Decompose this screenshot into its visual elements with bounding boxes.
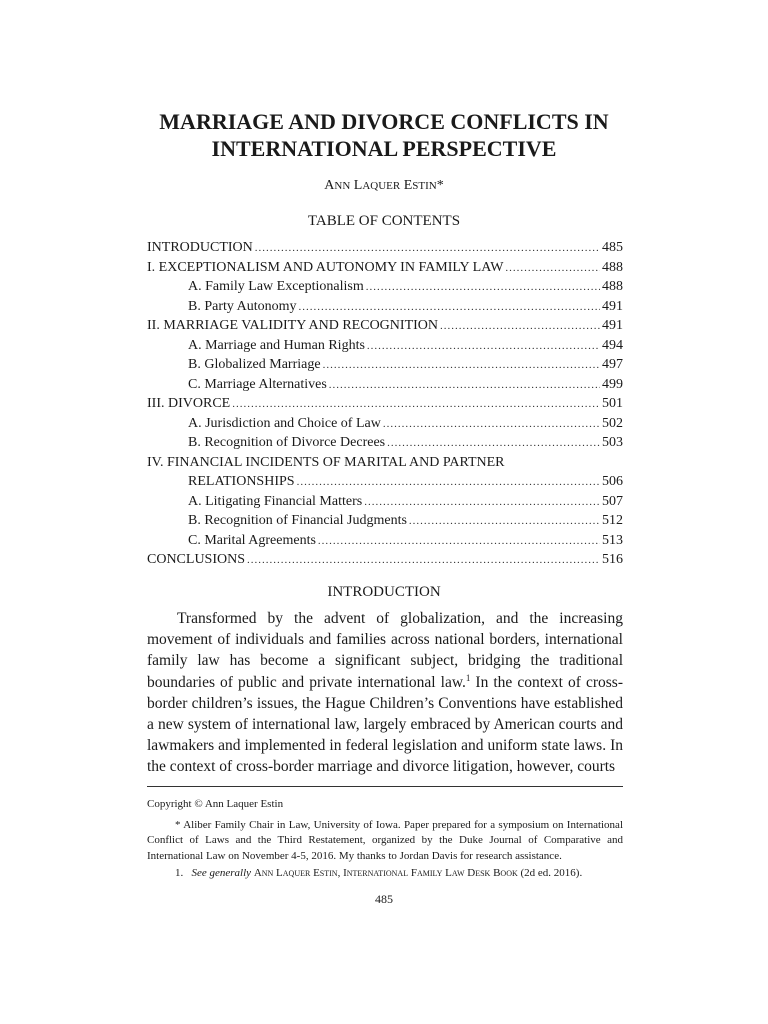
toc-leader-dots [387, 434, 600, 454]
toc-entry-page: 503 [602, 435, 623, 450]
toc-heading: TABLE OF CONTENTS [307, 213, 461, 229]
author-last-rest: STIN [412, 180, 437, 192]
toc-entry[interactable] [147, 355, 623, 375]
introduction-text-part-2: In the context of cross-border children’s issues, the Hague Children’s Conventions have established a new system of international law, largely embraced by American courts and lawmakers and implemented in federal legislation and uniform state laws. In the context of cross-border marriage and divorce litigation, however, courts [147, 673, 623, 776]
toc-entry-label: I. EXCEPTIONALISM AND AUTONOMY IN FAMILY LAW [147, 259, 504, 275]
toc-entry-label: C. Marriage Alternatives [188, 376, 327, 392]
toc-entry-page: 499 [602, 376, 623, 392]
footnote-1-tail: (2d ed. 2016). [517, 867, 583, 880]
toc-leader-dots [440, 317, 600, 337]
footnote-1-number: 1. [175, 867, 184, 880]
author-byline [0, 178, 768, 194]
footnote-1 [147, 866, 623, 882]
toc-entry[interactable] [147, 297, 623, 317]
toc-entry[interactable] [147, 394, 623, 414]
toc-entry-label: CONCLUSIONS [147, 552, 246, 567]
toc-entry-label: C. Marital Agreements [188, 532, 316, 548]
toc-leader-dots [367, 337, 600, 357]
footnote-1-author: Ann Laquer Estin [253, 867, 338, 880]
toc-entry-label: B. Recognition of Financial Judgments [188, 513, 407, 528]
toc-leader-dots [299, 298, 600, 318]
footnotes [147, 797, 623, 882]
footnote-1-title: International Family Law Desk Book [343, 867, 518, 880]
page-number: 485 [375, 892, 393, 906]
toc-leader-dots [297, 473, 600, 493]
toc-entry[interactable] [147, 492, 623, 512]
toc-entry[interactable] [147, 531, 623, 551]
toc-entry-label: A. Litigating Financial Matters [188, 493, 363, 509]
toc-entry-page: 488 [602, 279, 623, 294]
author-footnote [147, 818, 623, 865]
toc-entry-page: 502 [602, 415, 623, 431]
footnote-divider [147, 786, 623, 787]
toc-entry-page: 512 [602, 513, 623, 528]
toc-leader-dots [505, 259, 600, 279]
toc-leader-dots [364, 493, 600, 513]
toc-entry-page: 501 [602, 396, 623, 411]
footnote-1-separator: , [337, 867, 344, 880]
toc-entry[interactable] [147, 433, 623, 453]
toc-entry[interactable] [147, 550, 623, 570]
toc-entry[interactable] [147, 316, 623, 336]
toc-entry[interactable] [147, 472, 623, 492]
toc-entry-page: 488 [602, 259, 623, 275]
toc-entry-page: 513 [602, 532, 623, 548]
toc-entry-label: INTRODUCTION [147, 240, 253, 255]
toc-leader-dots [329, 376, 600, 396]
author-first-initial: A [324, 178, 335, 193]
toc-entry-page: 516 [602, 552, 623, 567]
toc-entry-label: RELATIONSHIPS [188, 474, 295, 489]
toc-entry-label: A. Marriage and Human Rights [188, 337, 365, 353]
author-middle-rest: AQUER [362, 180, 401, 192]
toc-entry-page: 485 [602, 240, 623, 255]
footnote-1-signal: See generally [191, 867, 252, 880]
toc-entry[interactable] [147, 258, 623, 278]
toc-entry-page: 494 [602, 337, 623, 353]
author-first-rest: NN [334, 180, 351, 192]
toc-entry[interactable] [147, 238, 623, 258]
copyright-notice: Copyright © Ann Laquer Estin [147, 798, 284, 810]
introduction-text-part-1: Transformed by the advent of globalization, and the increasing movement of individuals and families across national borders, international family law has become a significant subject, bridging the traditional boundaries of public and private international law. [147, 610, 623, 691]
toc-entry-page: 491 [602, 318, 623, 333]
toc-leader-dots [232, 395, 600, 415]
toc-entry[interactable] [147, 277, 623, 297]
toc-entry-page: 497 [602, 357, 623, 372]
table-of-contents [147, 238, 623, 570]
toc-entry-label: B. Globalized Marriage [188, 357, 321, 372]
toc-leader-dots [366, 278, 600, 298]
author-middle-initial: L [353, 178, 363, 193]
toc-entry-label: A. Family Law Exceptionalism [188, 279, 364, 294]
article-title [0, 108, 768, 162]
toc-entry[interactable] [147, 336, 623, 356]
toc-leader-dots [318, 532, 600, 552]
toc-entry[interactable] [147, 375, 623, 395]
toc-leader-dots [255, 239, 600, 259]
toc-entry[interactable] [147, 453, 623, 473]
footnote-reference-1[interactable]: 1 [465, 672, 471, 683]
toc-leader-dots [323, 356, 600, 376]
toc-entry-label: A. Jurisdiction and Choice of Law [188, 415, 381, 431]
toc-entry-label: B. Party Autonomy [188, 298, 297, 314]
toc-leader-dots [247, 551, 600, 571]
introduction-paragraph [147, 608, 623, 778]
toc-entry-label: III. DIVORCE [147, 396, 231, 411]
author-footnote-text: Aliber Family Chair in Law, University of Iowa. Paper prepared for a symposium on International Conflict of Laws and the Third Restatement, organized by the Duke Journal of Comparative and International Law on November 4-5, 2016. My thanks to Jordan Davis for research assistance. [147, 818, 623, 862]
toc-entry-label: B. Recognition of Divorce Decrees [188, 435, 386, 450]
toc-entry-page: 491 [602, 298, 623, 314]
toc-entry[interactable] [147, 414, 623, 434]
article-title-line-2: INTERNATIONAL PERSPECTIVE [211, 136, 557, 161]
author-footnote-symbol: * [175, 818, 181, 831]
author-last-initial: E [403, 178, 413, 193]
introduction-heading: INTRODUCTION [327, 584, 441, 600]
toc-leader-dots [383, 415, 600, 435]
toc-entry-page: 506 [602, 474, 623, 489]
toc-entry-label: IV. FINANCIAL INCIDENTS OF MARITAL AND PARTNER [147, 454, 505, 470]
toc-entry[interactable] [147, 511, 623, 531]
author-footnote-mark: * [436, 178, 444, 193]
article-title-line-1: MARRIAGE AND DIVORCE CONFLICTS IN [159, 109, 609, 134]
toc-entry-page: 507 [602, 493, 623, 509]
toc-leader-dots [409, 512, 600, 532]
toc-entry-label: II. MARRIAGE VALIDITY AND RECOGNITION [147, 318, 438, 333]
